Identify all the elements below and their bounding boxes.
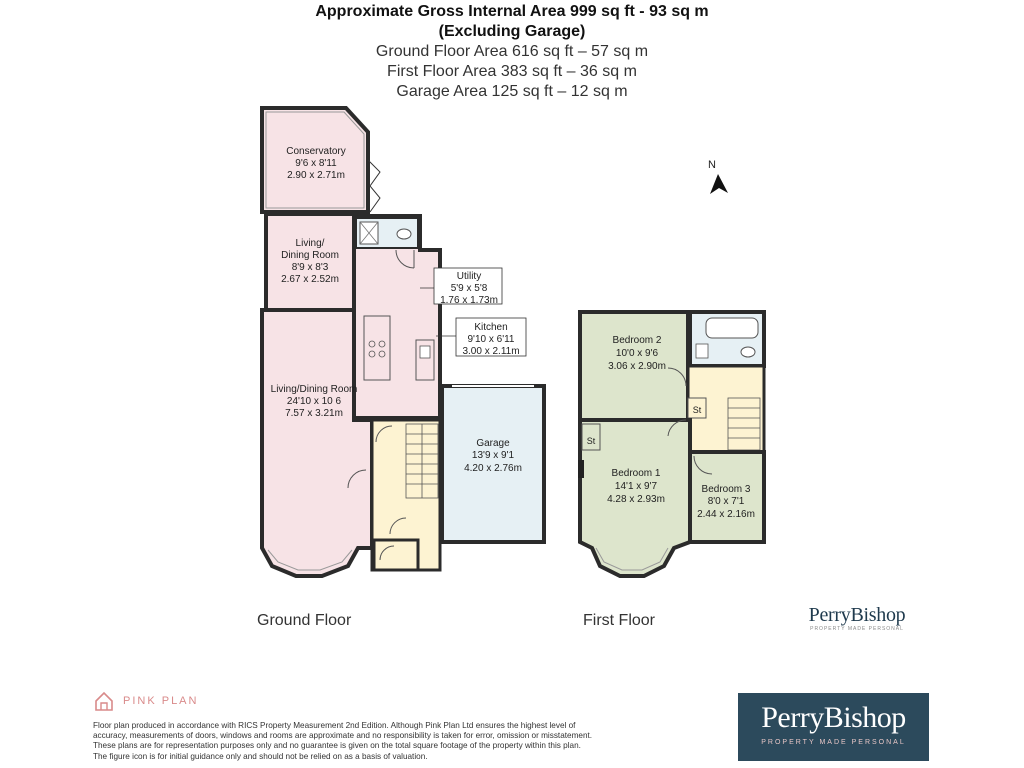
- bedroom-2-imperial: 10'0 x 9'6: [615, 348, 659, 359]
- living-large-imperial: 24'10 x 10 6: [286, 396, 342, 407]
- bathroom-toilet-icon: [741, 347, 755, 357]
- gross-area-title: Approximate Gross Internal Area 999 sq ft - 93 sq m: [315, 3, 709, 20]
- bedroom-2-name: Bedroom 2: [612, 335, 662, 346]
- bedroom-1-name: Bedroom 1: [611, 468, 661, 479]
- bedroom-2-metric: 3.06 x 2.90m: [608, 361, 666, 372]
- utility-imperial: 5'9 x 5'8: [450, 283, 488, 294]
- living-large-metric: 7.57 x 3.21m: [285, 408, 343, 419]
- garage-imperial: 13'9 x 9'1: [471, 450, 515, 461]
- brand-name-large: PerryBishop: [761, 701, 906, 734]
- kitchen-metric: 3.00 x 2.11m: [462, 346, 520, 357]
- living-large-name: Living/Dining Room: [270, 384, 358, 395]
- living-small-name2: Dining Room: [281, 250, 339, 261]
- compass-label: N: [708, 159, 716, 171]
- living-small-name1: Living/: [295, 238, 325, 249]
- bedroom-3-imperial: 8'0 x 7'1: [707, 496, 745, 507]
- conservatory-imperial: 9'6 x 8'11: [295, 158, 337, 169]
- bedroom-1-metric: 4.28 x 2.93m: [607, 494, 665, 505]
- brand-tagline-large: PROPERTY MADE PERSONAL: [761, 739, 906, 746]
- brand-tagline-small: PROPERTY MADE PERSONAL: [810, 626, 904, 632]
- ground-floor-stairs: [406, 424, 438, 498]
- pink-plan-text: PINK PLAN: [123, 695, 199, 707]
- first-floor-stairs: [728, 398, 760, 450]
- landing-store-label: St: [692, 405, 702, 415]
- kitchen-name: Kitchen: [474, 322, 508, 333]
- utility-name: Utility: [456, 271, 482, 282]
- bedroom-3-metric: 2.44 x 2.16m: [697, 509, 755, 520]
- first-floor-label: First Floor: [583, 612, 655, 629]
- first-floor-area: First Floor Area 383 sq ft – 36 sq m: [387, 63, 637, 80]
- gross-area-note: (Excluding Garage): [438, 23, 586, 40]
- utility-metric: 1.76 x 1.73m: [440, 295, 498, 306]
- pink-plan-logo: [93, 690, 198, 712]
- kitchen-worktop: [364, 316, 390, 380]
- north-arrow-icon: [708, 159, 728, 194]
- conservatory-name: Conservatory: [286, 146, 346, 157]
- disclaimer-text: Floor plan produced in accordance with RICS Property Measurement 2nd Edition. Although Pink Plan Ltd ensures the highest level of accuracy, measurements of doors, windows and rooms are approximate and no responsibility is taken for error, omission or misstatement. These plans are for representation purposes only and no guarantee is given on the total square footage of the property within this plan. The figure icon is for initial guidance only and should not be relied on as a basis of valuation.: [93, 721, 593, 761]
- brand-logo-small: [803, 604, 911, 632]
- ground-floor-area: Ground Floor Area 616 sq ft – 57 sq m: [375, 43, 649, 60]
- brand-logo-large: [738, 693, 929, 761]
- brand-name-small: PerryBishop: [808, 604, 906, 626]
- garage-area: Garage Area 125 sq ft – 12 sq m: [396, 83, 628, 100]
- bath-tub: [706, 318, 758, 338]
- bedroom-1-store-label: St: [586, 436, 596, 446]
- conservatory-metric: 2.90 x 2.71m: [287, 170, 345, 181]
- first-floor-plan: [578, 312, 764, 576]
- bedroom-1-imperial: 14'1 x 9'7: [614, 481, 658, 492]
- living-small-imperial: 8'9 x 8'3: [291, 262, 329, 273]
- garage-metric: 4.20 x 2.76m: [464, 463, 522, 474]
- ground-floor-label: Ground Floor: [257, 612, 352, 629]
- bedroom-3-name: Bedroom 3: [701, 484, 751, 495]
- kitchen-imperial: 9'10 x 6'11: [467, 334, 515, 345]
- house-icon: [93, 690, 115, 712]
- toilet-icon: [397, 229, 411, 239]
- garage-name: Garage: [476, 438, 510, 449]
- living-small-metric: 2.67 x 2.52m: [281, 274, 339, 285]
